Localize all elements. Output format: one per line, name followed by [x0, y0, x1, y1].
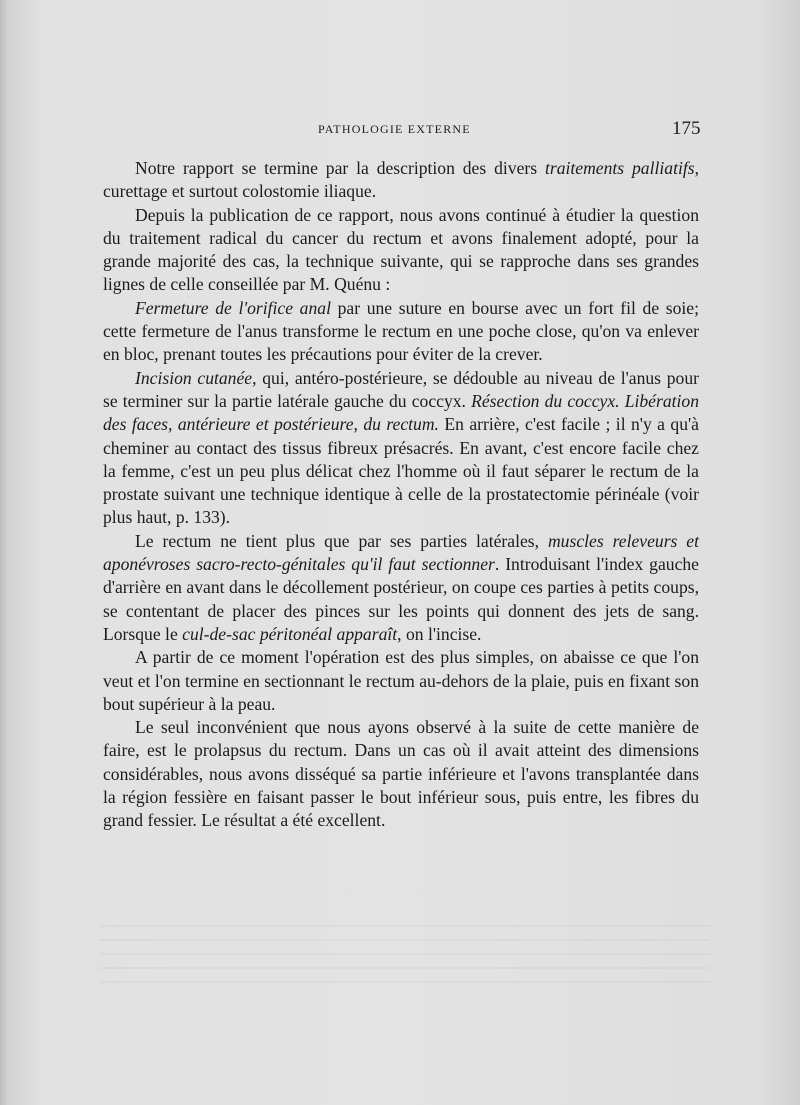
page-number: 175 [672, 118, 701, 139]
running-head: PATHOLOGIE EXTERNE [318, 122, 471, 136]
text-run: Notre rapport se termine par la description des divers [135, 158, 545, 178]
show-through-texture [100, 925, 710, 995]
paragraph-2 [103, 204, 699, 297]
text-run: . Introduisant l'index gauche d'arrière en avant dans le décollement postérieur, on coupe ces parties à petits coups, se contentant de placer des pinces sur les points qui donnent des jets de sang. Lorsque le [103, 554, 699, 644]
text-run: , curettage et surtout colostomie iliaque. [103, 158, 699, 202]
italic-run: muscles releveurs et aponévroses sacro-recto-génitales qu'il faut sectionner [103, 530, 699, 575]
italic-run: Résection du coccyx. Libération des faces, antérieure et postérieure, du rectum. [103, 390, 699, 435]
text-run: Le seul inconvénient que nous ayons observé à la suite de cette manière de faire, est le prolapsus du rectum. Dans un cas où il avait atteint des dimensions considérables, nous avons disséqué sa partie inférieure et l'avons transplantée dans la région fessière en faisant passer le bout inférieur sous, puis entre, les fibres du grand fessier. Le résultat a été excellent. [103, 717, 699, 831]
paragraph-1 [103, 157, 699, 204]
paragraph-6 [103, 646, 699, 716]
italic-run: cul-de-sac péritonéal apparaît [182, 623, 398, 644]
text-run: , on l'incise. [397, 623, 482, 644]
text-run: A partir de ce moment l'opération est des plus simples, on abaisse ce que l'on veut et l'on termine en sectionnant le rectum au-dehors de la plaie, puis en fixant son bout supérieur à la peau. [103, 647, 699, 714]
italic-run: traitements palliatifs [544, 158, 695, 178]
paragraph-4 [103, 367, 699, 530]
text-run: , qui, antéro-postérieure, se dédouble au niveau de l'anus pour se terminer sur la partie latérale gauche du coccyx. [103, 367, 699, 411]
text-run: En arrière, c'est facile ; il n'y a qu'à cheminer au contact des tissus fibreux présacrés. En avant, c'est encore facile chez la femme, c'est un peu plus délicat chez l'homme où il faut séparer le rectum de la prostate suivant une technique identique à celle de la prostatectomie périnéale (voir plus haut, p. 133). [103, 414, 699, 528]
italic-run: Fermeture de l'orifice anal [135, 297, 331, 318]
paragraph-5 [103, 530, 699, 646]
body-text [103, 157, 699, 833]
paragraph-3 [103, 297, 699, 367]
text-run: par une suture en bourse avec un fort fil de soie; cette fermeture de l'anus transforme le rectum en une poche close, qu'on va enlever en bloc, prenant toutes les précautions pour éviter de la crever. [103, 297, 699, 365]
text-run: Depuis la publication de ce rapport, nous avons continué à étudier la question du traitement radical du cancer du rectum et avons finalement adopté, pour la grande majorité des cas, la technique suivante, qui se rapproche dans ses grandes lignes de celle conseillée par M. Quénu : [103, 204, 699, 295]
paragraph-7 [103, 716, 699, 832]
text-run: Le rectum ne tient plus que par ses parties latérales, [135, 530, 548, 551]
italic-run: Incision cutanée [135, 367, 253, 388]
